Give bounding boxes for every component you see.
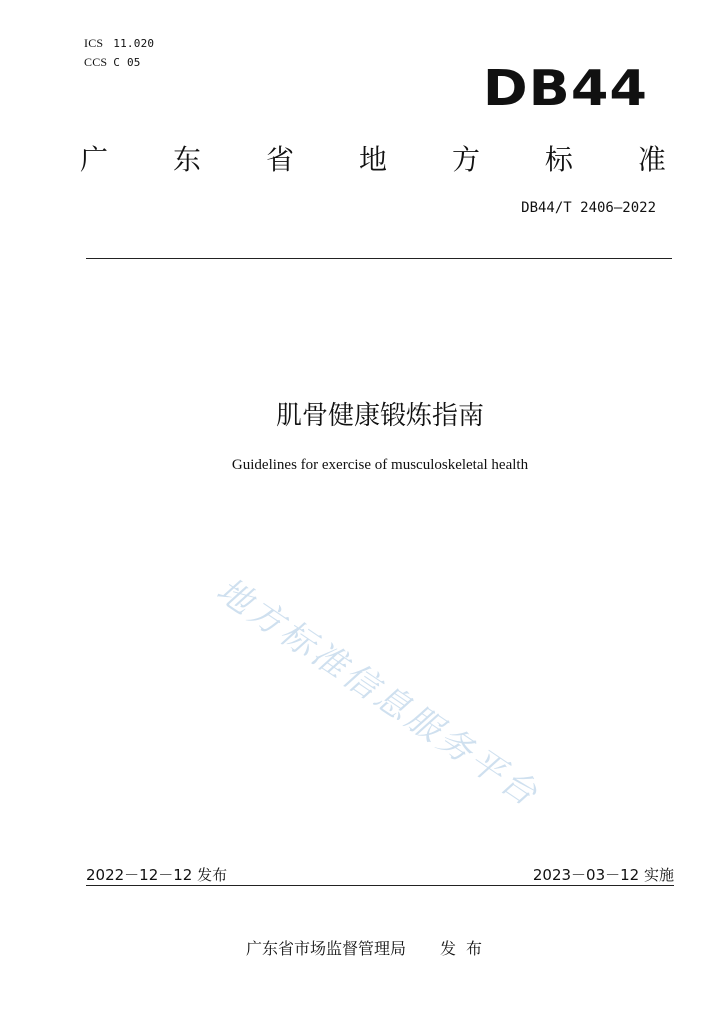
standard-type-char: 准 <box>637 143 666 176</box>
standard-number: DB44/T 2406—2022 <box>521 200 656 216</box>
standard-type-char: 方 <box>451 143 480 176</box>
standard-type-char: 省 <box>265 143 294 176</box>
issuer-action: 发布 <box>440 939 493 958</box>
standard-type-char: 东 <box>172 143 201 176</box>
top-divider <box>86 258 672 259</box>
ics-line <box>84 36 154 51</box>
standard-type-char: 地 <box>358 143 387 176</box>
ccs-label: CCS <box>84 55 108 69</box>
ics-label: ICS <box>84 36 104 50</box>
ccs-line <box>84 55 141 70</box>
standard-type-char: 广 <box>80 143 109 176</box>
watermark: 地方标准信息服务平台 <box>209 570 547 816</box>
standard-type-title <box>80 138 666 178</box>
english-title: Guidelines for exercise of musculoskeletal health <box>231 457 529 473</box>
db44-logo: DB44 <box>482 60 648 117</box>
effective-date: 2023－03－12 实施 <box>532 866 674 884</box>
ccs-code: C 05 <box>113 56 141 69</box>
standard-type-char: 标 <box>544 143 573 176</box>
issuer-line <box>246 936 492 959</box>
issuer-name: 广东省市场监督管理局 <box>246 939 407 958</box>
publish-date: 2022－12－12 发布 <box>86 866 228 884</box>
ics-code: 11.020 <box>113 37 155 50</box>
bottom-divider <box>86 885 674 886</box>
chinese-title: 肌骨健康锻炼指南 <box>275 401 484 431</box>
